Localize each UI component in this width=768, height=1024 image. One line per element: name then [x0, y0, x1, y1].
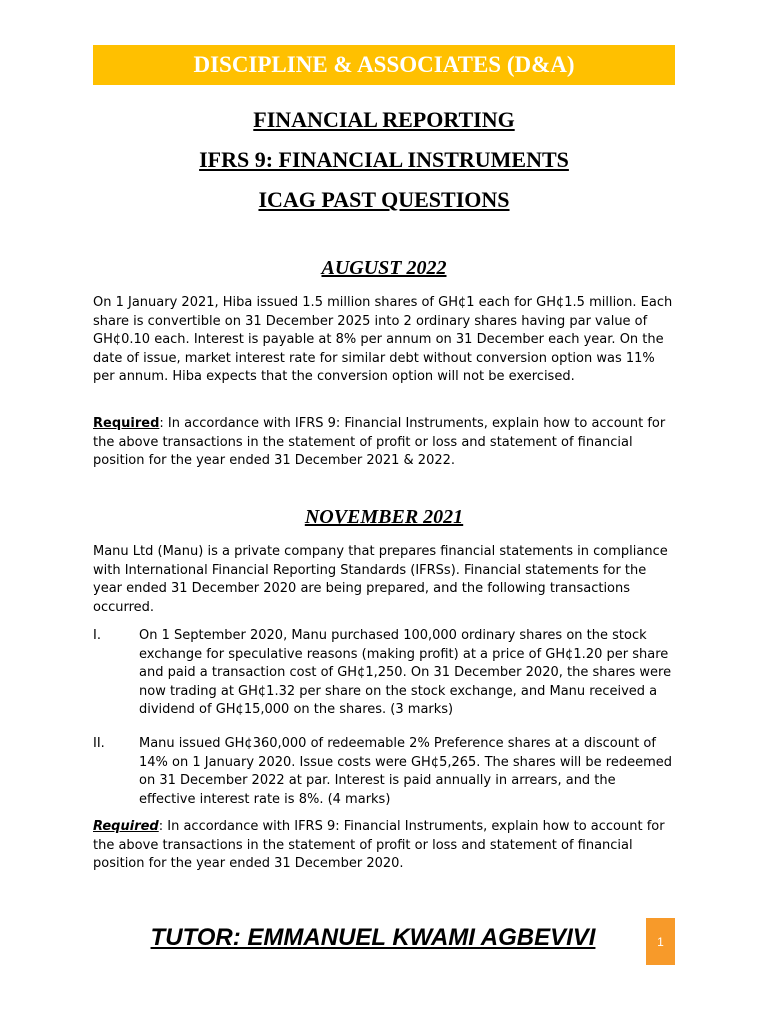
required-label: Required: [93, 416, 160, 431]
banner-title: DISCIPLINE & ASSOCIATES (D&A): [193, 52, 575, 77]
document-titles: [93, 100, 675, 220]
required-text: : In accordance with IFRS 9: Financial Instruments, explain how to account for the above transactions in the statement of profit or loss and statement of financial position for the year ended 31 December 2020.: [93, 819, 665, 872]
page-number: 1: [657, 934, 664, 949]
list-item-number: II.: [93, 736, 105, 751]
section1-body: On 1 January 2021, Hiba issued 1.5 million shares of GH¢1 each for GH¢1.5 million. Each share is convertible on 31 December 2025 into 2 ordinary shares having par value of GH¢0.10 each. Interest is payable at 8% per annum on 31 December each year. On the date of issue, market interest rate for similar debt without conversion option was 11% per annum. Hiba expects that the conversion option will not be exercised.: [93, 295, 673, 385]
title-icag-past-questions: ICAG PAST QUESTIONS: [258, 187, 510, 212]
required-label: Required: [93, 819, 159, 834]
list-item: [93, 627, 675, 720]
list-item-text: On 1 September 2020, Manu purchased 100,000 ordinary shares on the stock exchange for speculative reasons (making profit) at a price of GH¢1.20 per share and paid a transaction cost of GH¢1,250. On 31 December 2020, the shares were now trading at GH¢1.32 per share on the stock exchange, and Manu received a dividend of GH¢15,000 on the shares. (3 marks): [139, 628, 672, 718]
section-heading-november-2021: NOVEMBER 2021: [304, 506, 464, 528]
header-banner: [93, 45, 675, 85]
section2-intro: Manu Ltd (Manu) is a private company that prepares financial statements in compliance with International Financial Reporting Standards (IFRSs). Financial statements for the year ended 31 December 2020 are being prepared, and the following transactions occurred.: [93, 544, 668, 615]
section-heading-august-2022: AUGUST 2022: [321, 257, 447, 279]
required-text: : In accordance with IFRS 9: Financial Instruments, explain how to account for the above transactions in the statement of profit or loss and statement of financial position for the year ended 31 December 2021 & 2022.: [93, 416, 666, 469]
list-item: [93, 735, 675, 809]
page-number-badge: [646, 918, 675, 965]
section1-required: [93, 415, 675, 471]
title-financial-reporting: FINANCIAL REPORTING: [253, 107, 515, 132]
list-item-number: I.: [93, 628, 101, 643]
tutor-name: TUTOR: EMMANUEL KWAMI AGBEVIVI: [150, 924, 596, 951]
section2-required: [93, 818, 675, 874]
list-item-text: Manu issued GH¢360,000 of redeemable 2% Preference shares at a discount of 14% on 1 January 2020. Issue costs were GH¢5,265. The shares will be redeemed on 31 December 2022 at par. Interest is paid annually in arrears, and the effective interest rate is 8%. (4 marks): [139, 736, 673, 807]
title-ifrs9: IFRS 9: FINANCIAL INSTRUMENTS: [199, 147, 569, 172]
